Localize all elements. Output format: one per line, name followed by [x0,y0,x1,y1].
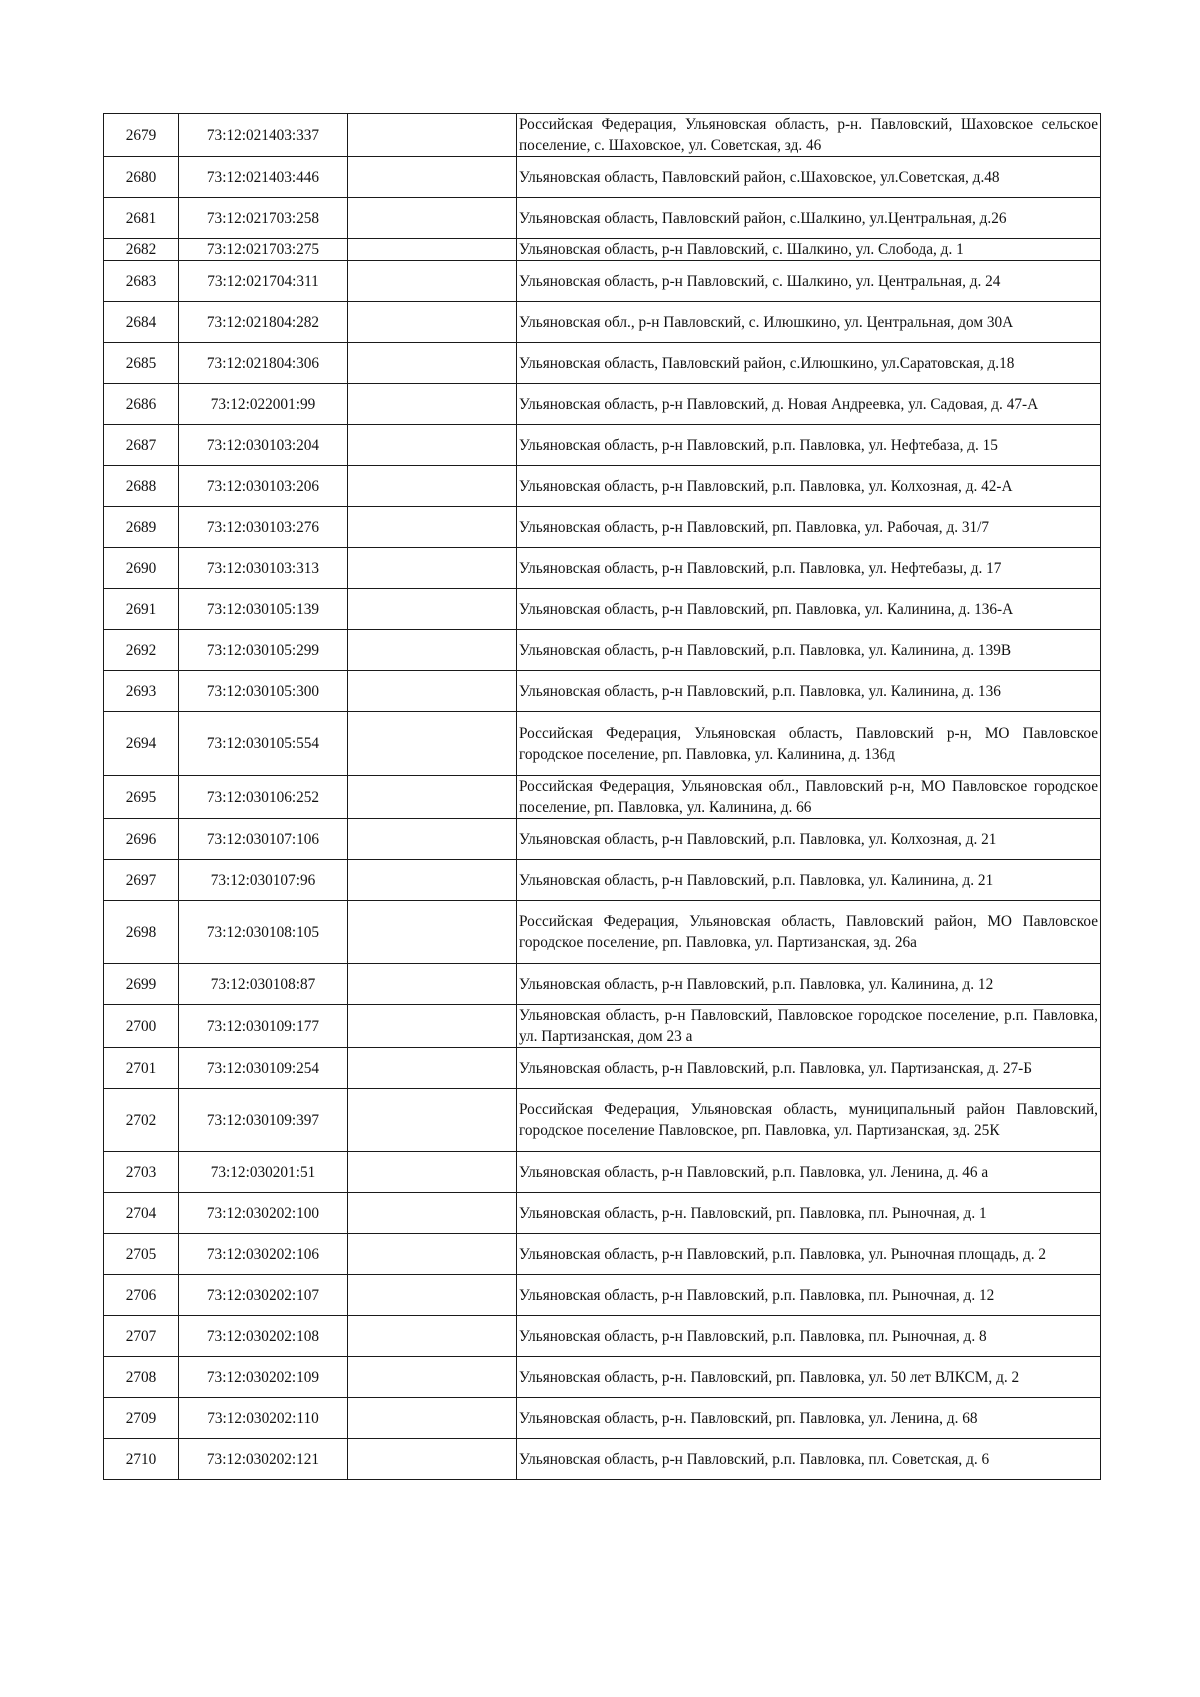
address: Ульяновская область, Павловский район, с.Илюшкино, ул.Саратовская, д.18 [517,343,1101,384]
table-row [104,1398,1101,1439]
table-row [104,901,1101,964]
row-number: 2688 [104,466,179,507]
address: Ульяновская область, Павловский район, с.Шаховское, ул.Советская, д.48 [517,157,1101,198]
address: Ульяновская область, р-н Павловский, р.п. Павловка, ул. Калинина, д. 136 [517,671,1101,712]
property-registry-table [103,113,1101,1480]
row-number: 2701 [104,1048,179,1089]
empty-cell [348,425,517,466]
empty-cell [348,671,517,712]
cadastral-number: 73:12:022001:99 [179,384,348,425]
row-number: 2687 [104,425,179,466]
empty-cell [348,901,517,964]
empty-cell [348,198,517,239]
table-row [104,343,1101,384]
cadastral-number: 73:12:030202:106 [179,1234,348,1275]
row-number: 2709 [104,1398,179,1439]
table-row [104,1048,1101,1089]
empty-cell [348,589,517,630]
table-row [104,1089,1101,1152]
cadastral-number: 73:12:030201:51 [179,1152,348,1193]
row-number: 2693 [104,671,179,712]
empty-cell [348,776,517,819]
cadastral-number: 73:12:030108:87 [179,964,348,1005]
empty-cell [348,1089,517,1152]
empty-cell [348,860,517,901]
row-number: 2706 [104,1275,179,1316]
row-number: 2699 [104,964,179,1005]
table-row [104,671,1101,712]
row-number: 2683 [104,261,179,302]
cadastral-number: 73:12:030202:107 [179,1275,348,1316]
address: Российская Федерация, Ульяновская обл., Павловский р-н, МО Павловское городское поселение, рп. Павловка, ул. Калинина, д. 66 [517,776,1101,819]
empty-cell [348,1439,517,1480]
empty-cell [348,964,517,1005]
cadastral-number: 73:12:030109:177 [179,1005,348,1048]
row-number: 2705 [104,1234,179,1275]
row-number: 2698 [104,901,179,964]
row-number: 2696 [104,819,179,860]
address: Ульяновская область, р-н Павловский, рп. Павловка, ул. Рабочая, д. 31/7 [517,507,1101,548]
cadastral-number: 73:12:021703:258 [179,198,348,239]
row-number: 2695 [104,776,179,819]
empty-cell [348,630,517,671]
table-row [104,776,1101,819]
address: Ульяновская область, р-н Павловский, д. Новая Андреевка, ул. Садовая, д. 47-А [517,384,1101,425]
address: Ульяновская область, р-н Павловский, р.п. Павловка, ул. Ленина, д. 46 а [517,1152,1101,1193]
empty-cell [348,712,517,776]
table-row [104,630,1101,671]
empty-cell [348,261,517,302]
address: Ульяновская обл., р-н Павловский, с. Илюшкино, ул. Центральная, дом 30А [517,302,1101,343]
address: Ульяновская область, р-н Павловский, р.п. Павловка, ул. Калинина, д. 139В [517,630,1101,671]
table-row [104,114,1101,157]
address: Российская Федерация, Ульяновская область, Павловский р-н, МО Павловское городское поселение, рп. Павловка, ул. Калинина, д. 136д [517,712,1101,776]
cadastral-number: 73:12:030105:139 [179,589,348,630]
row-number: 2702 [104,1089,179,1152]
empty-cell [348,1048,517,1089]
table-row [104,819,1101,860]
cadastral-number: 73:12:030105:299 [179,630,348,671]
address: Ульяновская область, Павловский район, с.Шалкино, ул.Центральная, д.26 [517,198,1101,239]
table-row [104,302,1101,343]
cadastral-number: 73:12:021804:282 [179,302,348,343]
empty-cell [348,343,517,384]
address: Ульяновская область, р-н Павловский, р.п. Павловка, ул. Нефтебазы, д. 17 [517,548,1101,589]
empty-cell [348,548,517,589]
table-row [104,198,1101,239]
empty-cell [348,1275,517,1316]
address: Ульяновская область, р-н Павловский, р.п. Павловка, ул. Калинина, д. 21 [517,860,1101,901]
row-number: 2708 [104,1357,179,1398]
empty-cell [348,114,517,157]
row-number: 2681 [104,198,179,239]
cadastral-number: 73:12:030202:100 [179,1193,348,1234]
empty-cell [348,819,517,860]
table-row [104,589,1101,630]
table-row [104,507,1101,548]
table-row [104,1152,1101,1193]
address: Ульяновская область, р-н Павловский, р.п. Павловка, ул. Рыночная площадь, д. 2 [517,1234,1101,1275]
empty-cell [348,1152,517,1193]
address: Российская Федерация, Ульяновская область, муниципальный район Павловский, городское поселение Павловское, рп. Павловка, ул. Партизанская, зд. 25К [517,1089,1101,1152]
address: Ульяновская область, р-н. Павловский, рп. Павловка, ул. 50 лет ВЛКСМ, д. 2 [517,1357,1101,1398]
row-number: 2689 [104,507,179,548]
address: Ульяновская область, р-н Павловский, р.п. Павловка, ул. Колхозная, д. 42-А [517,466,1101,507]
table-row [104,1439,1101,1480]
cadastral-number: 73:12:021704:311 [179,261,348,302]
cadastral-number: 73:12:021403:446 [179,157,348,198]
table-row [104,384,1101,425]
row-number: 2684 [104,302,179,343]
empty-cell [348,1316,517,1357]
table-row [104,964,1101,1005]
row-number: 2682 [104,239,179,261]
cadastral-number: 73:12:021703:275 [179,239,348,261]
table-row [104,1316,1101,1357]
empty-cell [348,239,517,261]
address: Ульяновская область, р-н Павловский, рп. Павловка, ул. Калинина, д. 136-А [517,589,1101,630]
cadastral-number: 73:12:021403:337 [179,114,348,157]
empty-cell [348,157,517,198]
row-number: 2685 [104,343,179,384]
address: Ульяновская область, р-н Павловский, р.п. Павловка, пл. Рыночная, д. 12 [517,1275,1101,1316]
cadastral-number: 73:12:030103:204 [179,425,348,466]
table-row [104,1193,1101,1234]
table-row [104,1234,1101,1275]
cadastral-number: 73:12:030103:313 [179,548,348,589]
address: Российская Федерация, Ульяновская область, р-н. Павловский, Шаховское сельское поселение, с. Шаховское, ул. Советская, зд. 46 [517,114,1101,157]
empty-cell [348,1005,517,1048]
cadastral-number: 73:12:030105:554 [179,712,348,776]
cadastral-number: 73:12:030108:105 [179,901,348,964]
cadastral-number: 73:12:030202:108 [179,1316,348,1357]
row-number: 2710 [104,1439,179,1480]
row-number: 2692 [104,630,179,671]
address: Ульяновская область, р-н Павловский, р.п. Павловка, пл. Советская, д. 6 [517,1439,1101,1480]
address: Ульяновская область, р-н Павловский, р.п. Павловка, ул. Партизанская, д. 27-Б [517,1048,1101,1089]
address: Ульяновская область, р-н Павловский, Павловское городское поселение, р.п. Павловка, ул. Партизанская, дом 23 а [517,1005,1101,1048]
address: Российская Федерация, Ульяновская область, Павловский район, МО Павловское городское поселение, рп. Павловка, ул. Партизанская, зд. 26а [517,901,1101,964]
row-number: 2686 [104,384,179,425]
empty-cell [348,507,517,548]
empty-cell [348,384,517,425]
row-number: 2697 [104,860,179,901]
empty-cell [348,466,517,507]
address: Ульяновская область, р-н Павловский, с. Шалкино, ул. Слобода, д. 1 [517,239,1101,261]
table-row [104,261,1101,302]
row-number: 2691 [104,589,179,630]
cadastral-number: 73:12:030105:300 [179,671,348,712]
table-row [104,1357,1101,1398]
cadastral-number: 73:12:030107:106 [179,819,348,860]
table-row [104,1275,1101,1316]
address: Ульяновская область, р-н. Павловский, рп. Павловка, пл. Рыночная, д. 1 [517,1193,1101,1234]
address: Ульяновская область, р-н Павловский, р.п. Павловка, ул. Нефтебаза, д. 15 [517,425,1101,466]
cadastral-number: 73:12:030202:110 [179,1398,348,1439]
empty-cell [348,1357,517,1398]
table-row [104,157,1101,198]
address: Ульяновская область, р-н. Павловский, рп. Павловка, ул. Ленина, д. 68 [517,1398,1101,1439]
cadastral-number: 73:12:030109:254 [179,1048,348,1089]
table-row [104,239,1101,261]
row-number: 2703 [104,1152,179,1193]
cadastral-number: 73:12:030103:276 [179,507,348,548]
row-number: 2707 [104,1316,179,1357]
row-number: 2700 [104,1005,179,1048]
empty-cell [348,1234,517,1275]
cadastral-number: 73:12:030202:109 [179,1357,348,1398]
row-number: 2694 [104,712,179,776]
table-row [104,548,1101,589]
empty-cell [348,302,517,343]
table-row [104,425,1101,466]
row-number: 2679 [104,114,179,157]
address: Ульяновская область, р-н Павловский, р.п. Павловка, ул. Колхозная, д. 21 [517,819,1101,860]
table-row [104,712,1101,776]
address: Ульяновская область, р-н Павловский, р.п. Павловка, пл. Рыночная, д. 8 [517,1316,1101,1357]
table-row [104,466,1101,507]
empty-cell [348,1193,517,1234]
empty-cell [348,1398,517,1439]
cadastral-number: 73:12:030202:121 [179,1439,348,1480]
cadastral-number: 73:12:030103:206 [179,466,348,507]
cadastral-number: 73:12:030106:252 [179,776,348,819]
table-row [104,860,1101,901]
table-row [104,1005,1101,1048]
cadastral-number: 73:12:030107:96 [179,860,348,901]
cadastral-number: 73:12:021804:306 [179,343,348,384]
row-number: 2704 [104,1193,179,1234]
cadastral-number: 73:12:030109:397 [179,1089,348,1152]
address: Ульяновская область, р-н Павловский, р.п. Павловка, ул. Калинина, д. 12 [517,964,1101,1005]
row-number: 2680 [104,157,179,198]
address: Ульяновская область, р-н Павловский, с. Шалкино, ул. Центральная, д. 24 [517,261,1101,302]
row-number: 2690 [104,548,179,589]
